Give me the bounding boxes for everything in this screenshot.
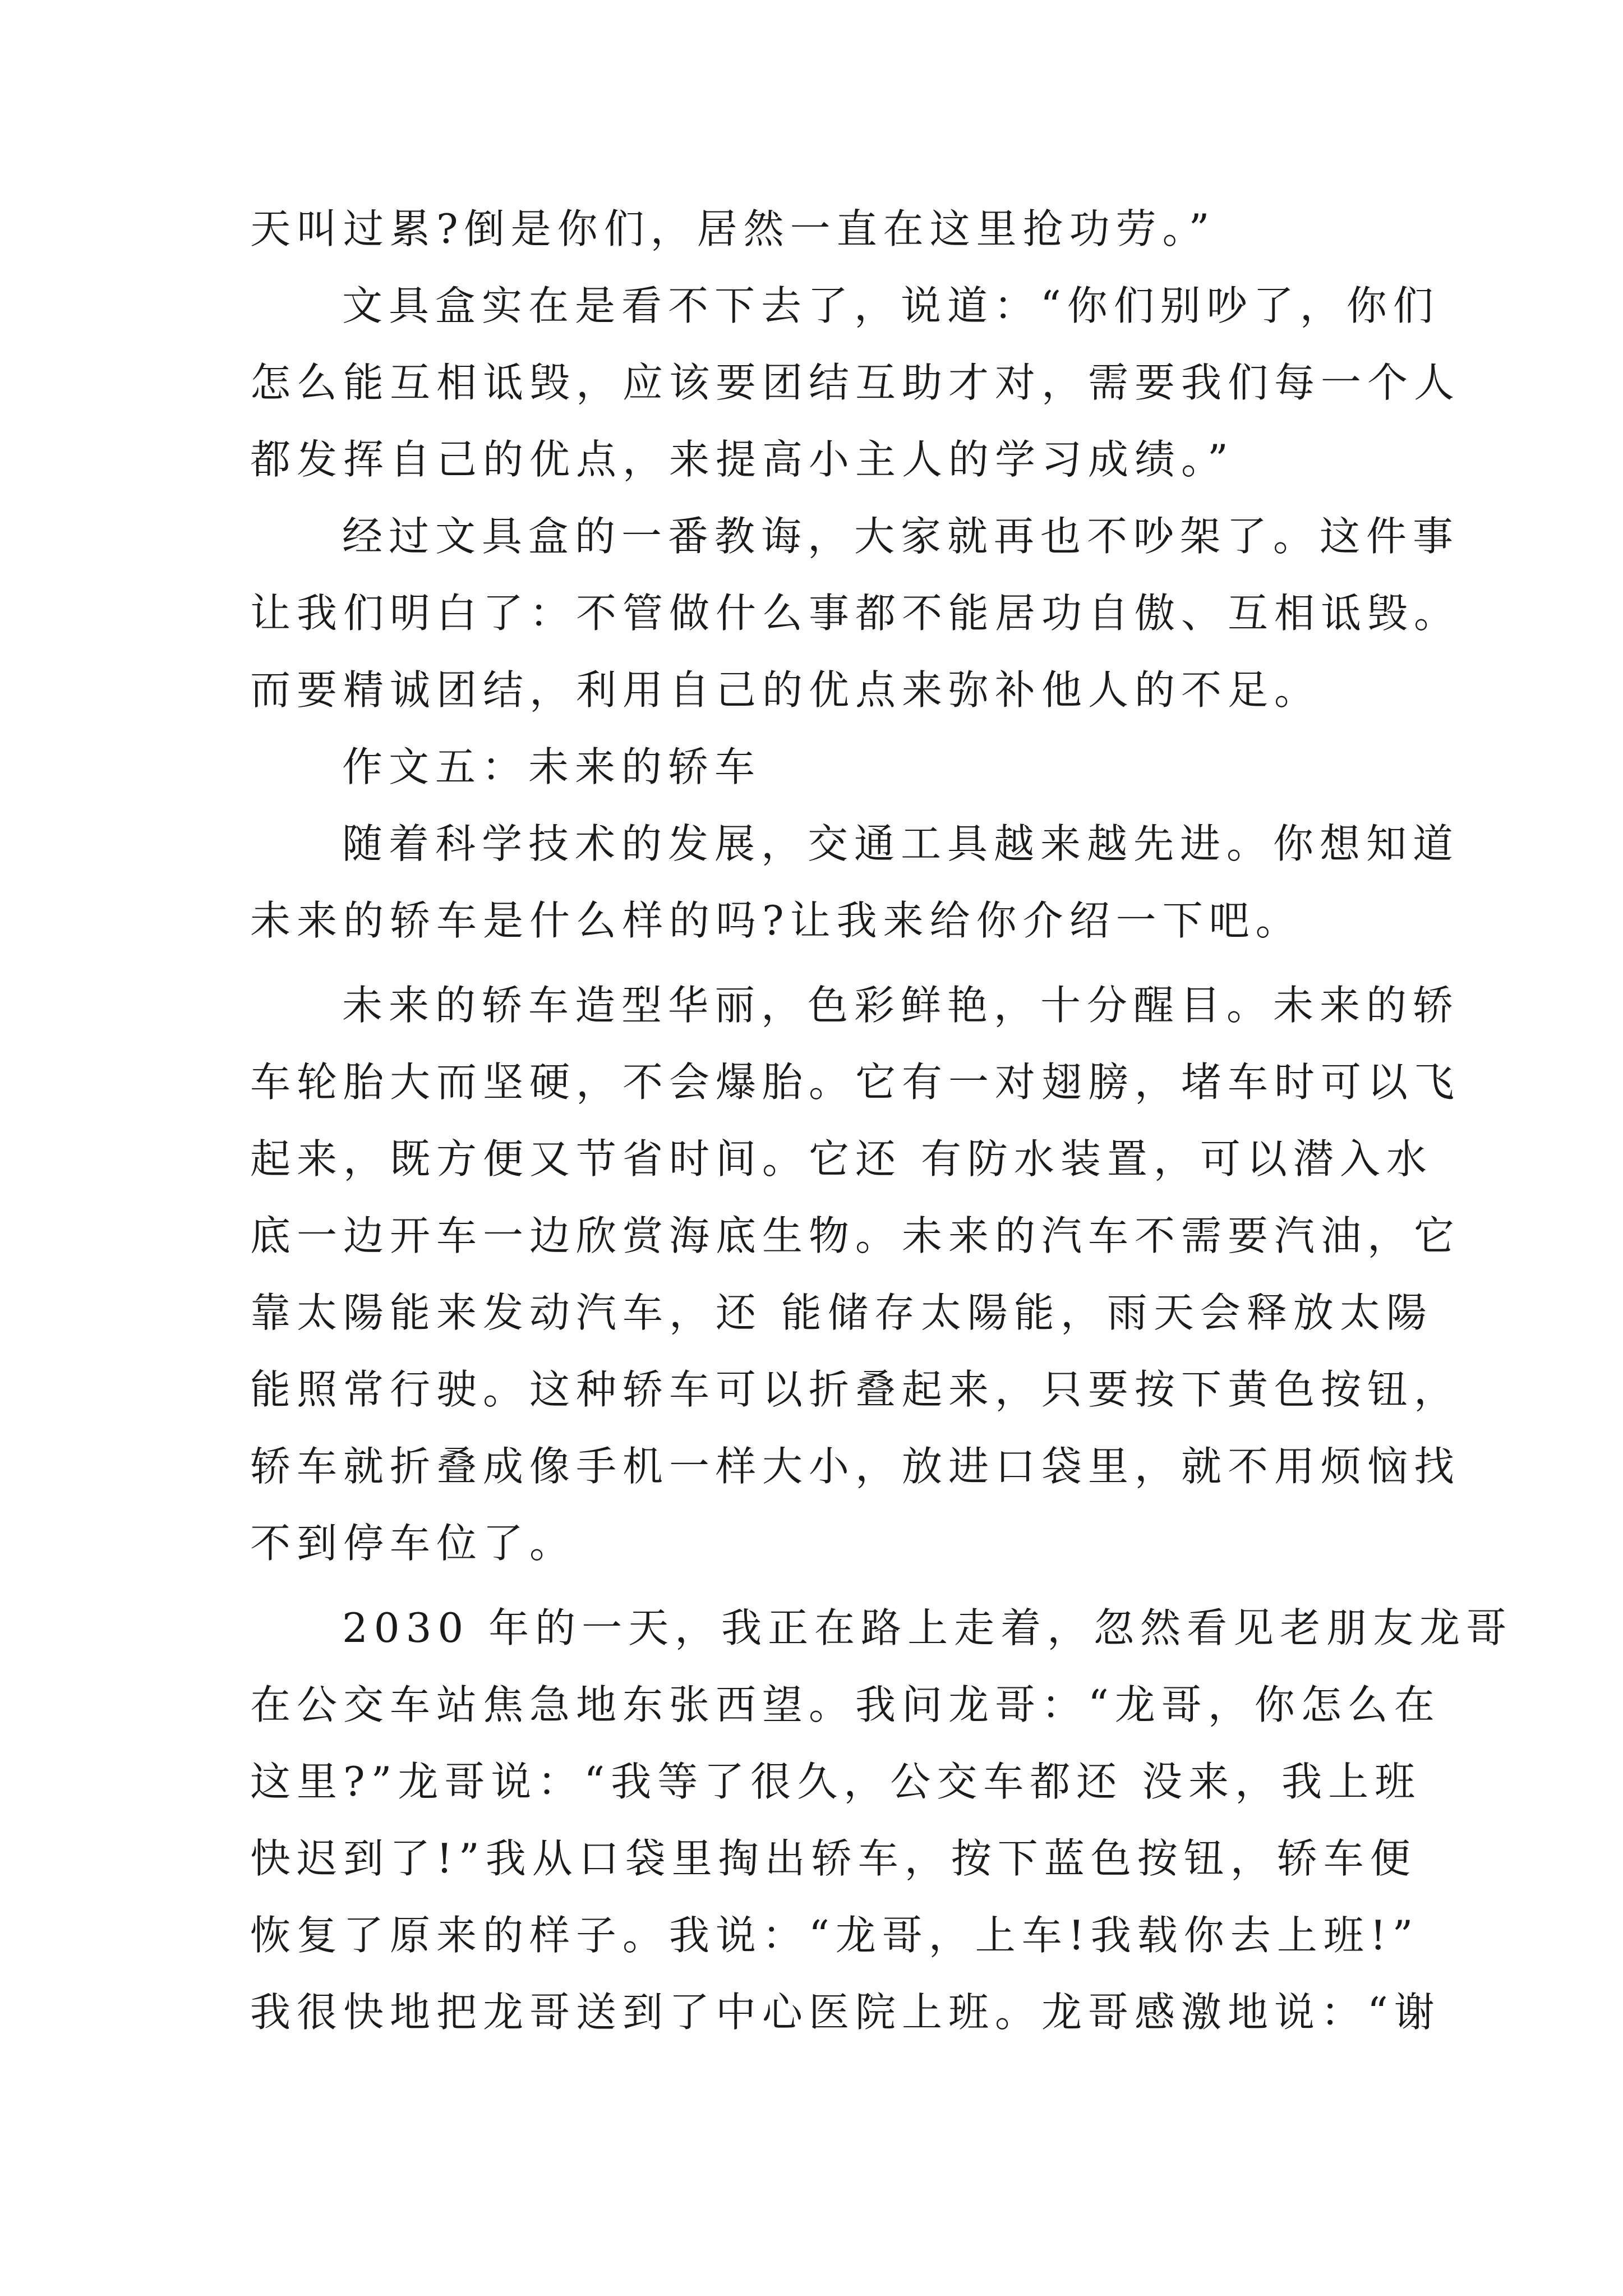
paragraph-start-line: 经过文具盒的一番教诲，大家就再也不吵架了。这件事: [342, 513, 1460, 560]
paragraph-start-line: 随着科学技术的发展，交通工具越来越先进。你想知道: [342, 820, 1460, 867]
text-line: 这里?”龙哥说：“我等了很久，公交车都还 没来，我上班: [250, 1758, 1422, 1805]
text-line: 快迟到了!”我从口袋里掏出轿车，按下蓝色按钮，轿车便: [250, 1835, 1417, 1882]
text-line: 怎么能互相诋毁，应该要团结互助才对，需要我们每一个人: [250, 359, 1461, 406]
text-line: 我很快地把龙哥送到了中心医院上班。龙哥感激地说：“谢: [250, 1989, 1441, 2036]
text-line: 恢复了原来的样子。我说：“龙哥，上车!我载你去上班!”: [250, 1912, 1419, 1959]
text-line: 都发挥自己的优点，来提高小主人的学习成绩。”: [250, 436, 1234, 483]
text-line: 能照常行驶。这种轿车可以折叠起来，只要按下黄色按钮，: [250, 1366, 1461, 1413]
paragraph-start-line: 文具盒实在是看不下去了，说道：“你们别吵了，你们: [342, 282, 1440, 329]
text-line: 不到停车位了。: [250, 1520, 577, 1567]
text-line: 而要精诚团结，利用自己的优点来弥补他人的不足。: [250, 666, 1321, 714]
text-line: 让我们明白了：不管做什么事都不能居功自傲、互相诋毁。: [250, 590, 1461, 637]
body-text: [250, 191, 1513, 2051]
paragraph-start-line: 未来的轿车造型华丽，色彩鲜艳，十分醒目。未来的轿: [342, 982, 1460, 1029]
text-line: 底一边开车一边欣赏海底生物。未来的汽车不需要汽油，它: [250, 1212, 1461, 1259]
text-line: 天叫过累?倒是你们，居然一直在这里抢功劳。”: [250, 205, 1216, 252]
paragraph-start-line: 2030 年的一天，我正在路上走着，忽然看见老朋友龙哥: [342, 1604, 1513, 1651]
text-line: 车轮胎大而坚硬，不会爆胎。它有一对翅膀，堵车时可以飞: [250, 1059, 1461, 1106]
text-line: 未来的轿车是什么样的吗?让我来给你介绍一下吧。: [250, 897, 1302, 944]
text-line: 靠太陽能来发动汽车，还 能储存太陽能，雨天会释放太陽: [250, 1289, 1433, 1336]
text-line: 在公交车站焦急地东张西望。我问龙哥：“龙哥，你怎么在: [250, 1681, 1441, 1728]
text-line: 轿车就折叠成像手机一样大小，放进口袋里，就不用烦恼找: [250, 1443, 1461, 1490]
text-line: 起来，既方便又节省时间。它还 有防水装置，可以潜入水: [250, 1135, 1433, 1182]
section-heading: 作文五：未来的轿车: [342, 743, 762, 790]
